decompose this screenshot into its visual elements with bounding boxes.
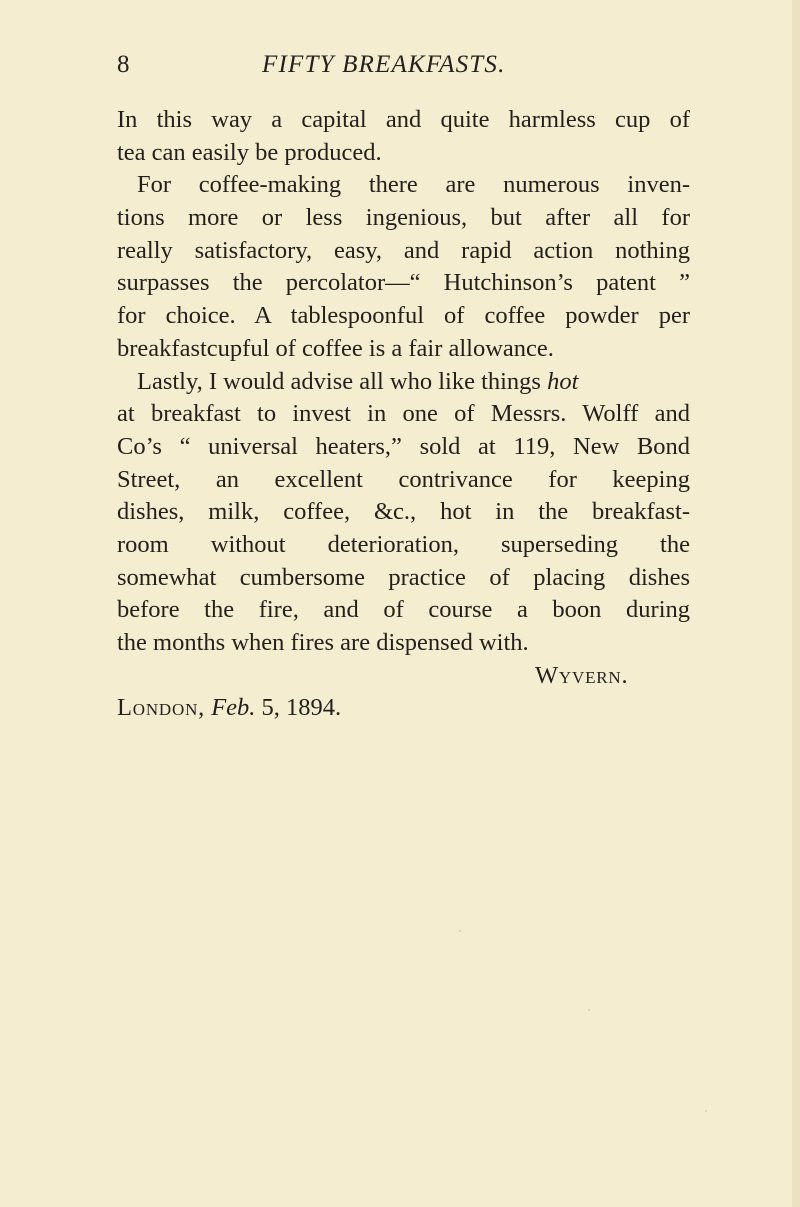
text-line: the months when fires are dispensed with. xyxy=(117,629,529,656)
paragraph-start-line: For coffee-making there are numerous inven- xyxy=(137,171,690,199)
author-signature: Wyvern. xyxy=(535,661,629,689)
text-line: Street, an excellent contrivance for keeping xyxy=(117,465,690,493)
text-line: surpasses the percolator—“ Hutchinson’s patent ” xyxy=(117,269,690,297)
text-line: room without deterioration, superseding the xyxy=(117,530,690,558)
italic-emphasis: hot xyxy=(547,367,579,395)
text-line: In this way a capital and quite harmless cup of xyxy=(117,106,690,133)
date-month: Feb. xyxy=(211,694,256,722)
page-edge-shadow xyxy=(792,0,800,1207)
running-head xyxy=(117,48,677,82)
text-line: at breakfast to invest in one of Messrs. Wolff and xyxy=(117,400,690,428)
date-year: 5, 1894. xyxy=(261,694,342,722)
page-number: 8 xyxy=(117,51,130,78)
paragraph-start-line xyxy=(117,366,690,399)
paper-speck xyxy=(705,1110,707,1112)
text-line: before the fire, and of course a boon during xyxy=(117,596,690,624)
place-name: London, xyxy=(117,694,206,722)
text-fragment: Lastly, I would advise all who like things xyxy=(137,367,548,395)
place-and-date xyxy=(117,692,690,725)
text-line: dishes, milk, coffee, &c., hot in the breakfast- xyxy=(117,498,690,526)
paper-speck xyxy=(588,1009,590,1011)
text-line: breakfastcupful of coffee is a fair allowance. xyxy=(117,334,554,362)
body-text xyxy=(117,104,690,725)
paper-speck xyxy=(459,930,461,932)
text-line: really satisfactory, easy, and rapid action nothing xyxy=(117,236,690,264)
running-title: FIFTY BREAKFASTS. xyxy=(262,51,506,78)
text-line: for choice. A tablespoonful of coffee powder per xyxy=(117,302,690,330)
text-line: Co’s “ universal heaters,” sold at 119, New Bond xyxy=(117,432,690,460)
text-line: tea can easily be produced. xyxy=(117,138,382,166)
text-line: tions more or less ingenious, but after all for xyxy=(117,204,690,232)
text-line: somewhat cumbersome practice of placing dishes xyxy=(117,563,690,591)
